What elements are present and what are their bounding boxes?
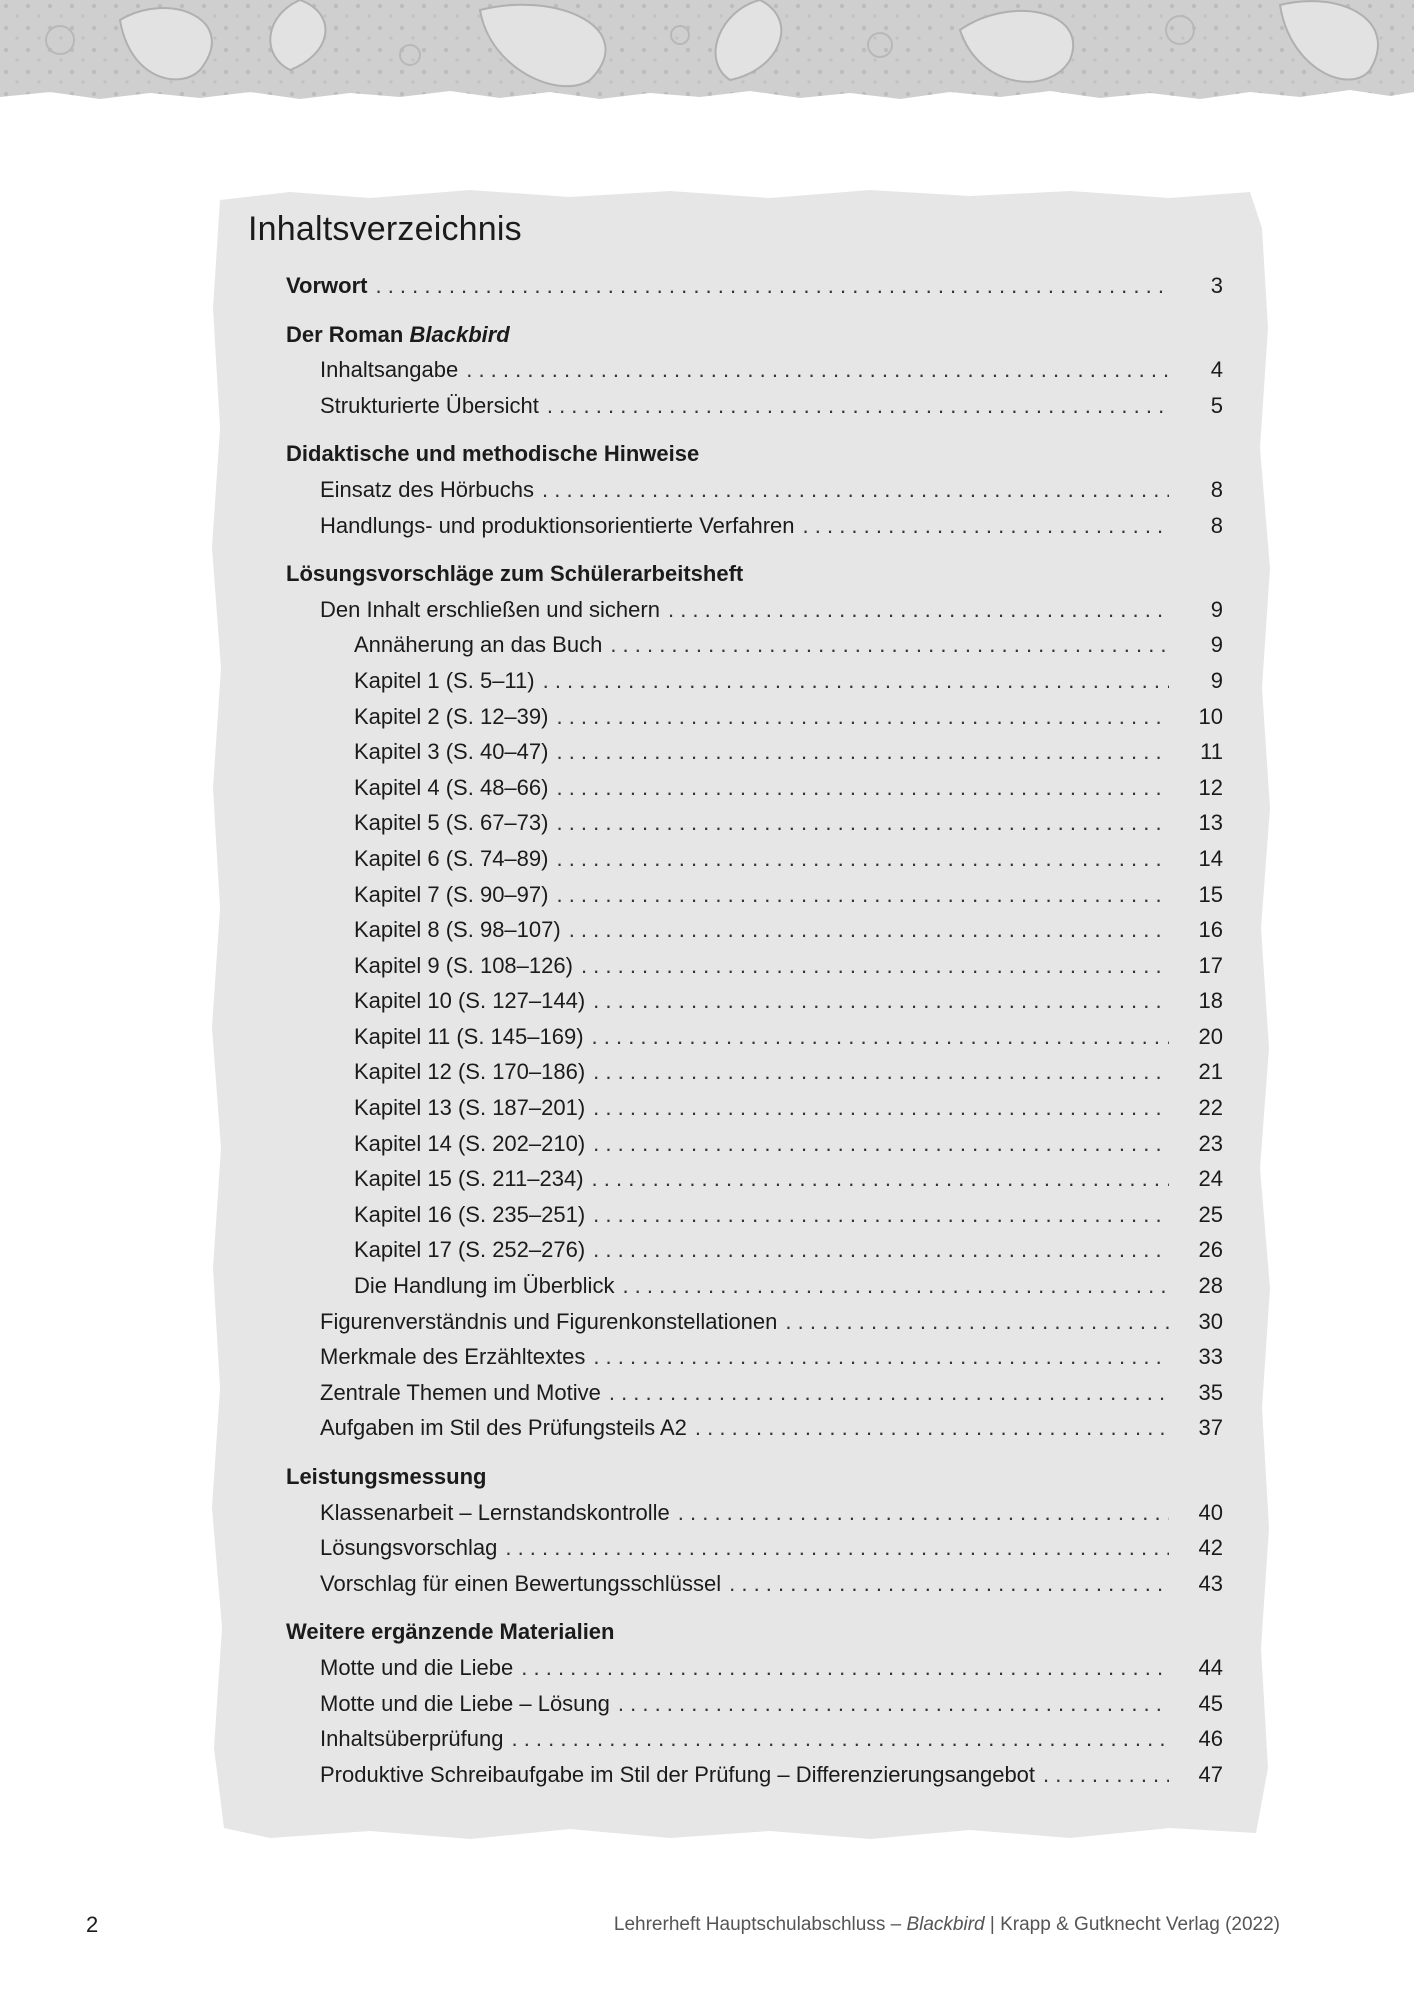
toc-entry-label: Figurenverständnis und Figurenkonstellationen xyxy=(320,1308,778,1334)
toc-entry-label: Kapitel 3 (S. 40–47) xyxy=(354,739,549,765)
toc-entry-page: 35 xyxy=(1198,1379,1223,1405)
toc-entry-page: 28 xyxy=(1198,1273,1223,1299)
toc-section-heading-text: Didaktische und methodische Hinweise xyxy=(286,441,700,467)
toc-entry-label: Die Handlung im Überblick xyxy=(354,1273,615,1299)
toc-entry[interactable] xyxy=(354,983,1223,1019)
toc-entry[interactable] xyxy=(320,352,1223,388)
dot-leader xyxy=(695,1410,1169,1446)
toc-entry-label: Den Inhalt erschließen und sichern xyxy=(320,596,660,622)
toc-entry-label: Annäherung an das Buch xyxy=(354,632,603,658)
dot-leader xyxy=(556,841,1169,877)
toc-entry-label: Kapitel 8 (S. 98–107) xyxy=(354,917,561,943)
toc-entry-label: Kapitel 10 (S. 127–144) xyxy=(354,988,586,1014)
toc-entry-page: 24 xyxy=(1198,1166,1223,1192)
dot-leader xyxy=(375,268,1169,304)
toc-entry-label: Handlungs- und produktionsorientierte Verfahren xyxy=(320,512,795,538)
toc-entry-label: Kapitel 11 (S. 145–169) xyxy=(354,1023,584,1049)
toc-entry-label: Lösungsvorschlag xyxy=(320,1535,498,1561)
footer-citation-prefix: Lehrerheft Hauptschulabschluss – xyxy=(613,1914,907,1935)
toc-section-heading xyxy=(286,1614,1223,1650)
toc-entry-vorwort[interactable] xyxy=(286,268,1223,304)
toc-entry[interactable] xyxy=(354,1126,1223,1162)
toc-entry[interactable] xyxy=(320,592,1223,628)
dot-leader xyxy=(569,912,1169,948)
toc-section-heading xyxy=(286,556,1223,592)
toc-section-heading-title: Blackbird xyxy=(409,321,510,347)
toc-entry[interactable] xyxy=(320,1339,1223,1375)
toc-entry-label: Kapitel 9 (S. 108–126) xyxy=(354,952,573,978)
toc-entry-page: 9 xyxy=(1210,596,1223,622)
toc-section-heading xyxy=(286,1459,1223,1495)
dot-leader xyxy=(618,1686,1169,1722)
dot-leader xyxy=(622,1268,1169,1304)
toc-entry[interactable] xyxy=(354,805,1223,841)
toc-entry-page: 47 xyxy=(1198,1761,1223,1787)
toc-entry-page: 26 xyxy=(1198,1237,1223,1263)
toc-entry-label: Inhaltsüberprüfung xyxy=(320,1726,504,1752)
footer-citation-suffix: | Krapp & Gutknecht Verlag (2022) xyxy=(984,1914,1280,1935)
toc-entry-page: 23 xyxy=(1198,1130,1223,1156)
toc-entry-label: Strukturierte Übersicht xyxy=(320,392,539,418)
toc-entry[interactable] xyxy=(354,912,1223,948)
toc-entry[interactable] xyxy=(320,388,1223,424)
toc-entry[interactable] xyxy=(320,1686,1223,1722)
toc-entry-label: Aufgaben im Stil des Prüfungsteils A2 xyxy=(320,1415,687,1441)
dot-leader xyxy=(803,508,1169,544)
toc-entry-page: 10 xyxy=(1198,703,1223,729)
toc-section-heading xyxy=(286,436,1223,472)
toc-entry-label: Vorwort xyxy=(286,273,368,298)
toc-entry[interactable] xyxy=(320,1757,1223,1793)
toc-section-heading-text: Lösungsvorschläge zum Schülerarbeitsheft xyxy=(286,561,744,587)
dot-leader xyxy=(521,1650,1169,1686)
dot-leader xyxy=(593,1090,1169,1126)
toc-entry-page: 40 xyxy=(1198,1499,1223,1525)
toc-entry[interactable] xyxy=(354,948,1223,984)
dot-leader xyxy=(729,1566,1169,1602)
toc-entry[interactable] xyxy=(354,877,1223,913)
table-of-contents xyxy=(248,204,1223,1792)
toc-entry-page: 8 xyxy=(1210,512,1223,538)
toc-entry[interactable] xyxy=(354,734,1223,770)
toc-entry[interactable] xyxy=(354,1268,1223,1304)
toc-entry[interactable] xyxy=(354,1197,1223,1233)
toc-entry-page: 9 xyxy=(1210,632,1223,658)
footer-citation xyxy=(614,1914,1280,1936)
toc-section-heading xyxy=(286,317,1223,353)
toc-entry-page: 9 xyxy=(1210,667,1223,693)
toc-entry[interactable] xyxy=(320,1721,1223,1757)
toc-entry-label: Kapitel 16 (S. 235–251) xyxy=(354,1201,586,1227)
toc-entry-page: 44 xyxy=(1198,1654,1223,1680)
toc-entry-page: 15 xyxy=(1198,881,1223,907)
toc-entry[interactable] xyxy=(354,1019,1223,1055)
toc-entry[interactable] xyxy=(354,663,1223,699)
toc-entry-page: 45 xyxy=(1198,1690,1223,1716)
toc-entry-page: 42 xyxy=(1198,1535,1223,1561)
paisley-banner-image xyxy=(0,0,1414,110)
dot-leader xyxy=(668,592,1169,628)
toc-section-heading-text: Der Roman xyxy=(286,321,410,347)
dot-leader xyxy=(678,1495,1169,1531)
toc-sections xyxy=(248,317,1223,1793)
dot-leader xyxy=(610,627,1169,663)
toc-entry-page: 21 xyxy=(1198,1059,1223,1085)
dot-leader xyxy=(1043,1757,1169,1793)
toc-entry-page: 46 xyxy=(1198,1726,1223,1752)
toc-entry-page: 12 xyxy=(1198,774,1223,800)
toc-entry-label: Kapitel 7 (S. 90–97) xyxy=(354,881,549,907)
toc-entry-page: 37 xyxy=(1198,1415,1223,1441)
dot-leader xyxy=(581,948,1169,984)
toc-entry-label: Kapitel 14 (S. 202–210) xyxy=(354,1130,586,1156)
toc-entry[interactable] xyxy=(354,1232,1223,1268)
toc-entry[interactable] xyxy=(354,841,1223,877)
dot-leader xyxy=(593,1054,1169,1090)
toc-entry-label: Motte und die Liebe xyxy=(320,1654,514,1680)
toc-entry[interactable] xyxy=(320,1650,1223,1686)
toc-entry[interactable] xyxy=(354,770,1223,806)
dot-leader xyxy=(556,877,1169,913)
toc-entry-page: 17 xyxy=(1198,952,1223,978)
toc-entry-label: Kapitel 1 (S. 5–11) xyxy=(354,667,535,693)
toc-entry-label: Produktive Schreibaufgabe im Stil der Prüfung – Differenzierungsangebot xyxy=(320,1761,1036,1787)
toc-entry-label: Vorschlag für einen Bewertungsschlüssel xyxy=(320,1570,722,1596)
toc-entry-label: Inhaltsangabe xyxy=(320,357,459,383)
toc-entry[interactable] xyxy=(320,472,1223,508)
dot-leader xyxy=(592,1019,1169,1055)
toc-section-heading-text: Leistungsmessung xyxy=(286,1464,487,1489)
toc-entry[interactable] xyxy=(320,1304,1223,1340)
toc-entry-page: 8 xyxy=(1210,476,1223,502)
dot-leader xyxy=(593,983,1169,1019)
toc-entry-label: Einsatz des Hörbuchs xyxy=(320,476,534,502)
toc-entry-label: Kapitel 4 (S. 48–66) xyxy=(354,774,549,800)
toc-entry[interactable] xyxy=(320,1530,1223,1566)
dot-leader xyxy=(592,1161,1169,1197)
toc-entry-label: Zentrale Themen und Motive xyxy=(320,1379,601,1405)
dot-leader xyxy=(593,1232,1169,1268)
toc-entry-page: 16 xyxy=(1198,917,1223,943)
toc-entry[interactable] xyxy=(354,699,1223,735)
dot-leader xyxy=(593,1126,1169,1162)
toc-entry-page: 14 xyxy=(1198,845,1223,871)
toc-entry-page: 22 xyxy=(1198,1095,1223,1121)
toc-entry[interactable] xyxy=(320,1495,1223,1531)
dot-leader xyxy=(593,1339,1169,1375)
toc-entry-page: 13 xyxy=(1198,810,1223,836)
dot-leader xyxy=(556,699,1169,735)
toc-entry[interactable] xyxy=(354,1054,1223,1090)
toc-entry-label: Kapitel 5 (S. 67–73) xyxy=(354,810,549,836)
dot-leader xyxy=(542,472,1169,508)
dot-leader xyxy=(556,805,1169,841)
footer-citation-title: Blackbird xyxy=(906,1914,985,1935)
toc-entry[interactable] xyxy=(320,1375,1223,1411)
toc-entry-page: 5 xyxy=(1210,392,1223,418)
toc-entry[interactable] xyxy=(354,1090,1223,1126)
dot-leader xyxy=(556,770,1169,806)
toc-section-heading-text: Weitere ergänzende Materialien xyxy=(286,1619,615,1645)
toc-entry-label: Kapitel 2 (S. 12–39) xyxy=(354,703,549,729)
toc-title: Inhaltsverzeichnis xyxy=(248,210,522,248)
toc-entry-page: 43 xyxy=(1198,1570,1223,1596)
toc-entry[interactable] xyxy=(354,627,1223,663)
dot-leader xyxy=(547,388,1169,424)
toc-entry-label: Kapitel 6 (S. 74–89) xyxy=(354,845,549,871)
toc-entry[interactable] xyxy=(320,508,1223,544)
toc-entry[interactable] xyxy=(320,1566,1223,1602)
toc-entry-page: 33 xyxy=(1198,1344,1223,1370)
toc-entry-page: 3 xyxy=(1210,273,1223,298)
dot-leader xyxy=(511,1721,1169,1757)
toc-entry-label: Kapitel 15 (S. 211–234) xyxy=(354,1166,584,1192)
dot-leader xyxy=(785,1304,1169,1340)
toc-entry[interactable] xyxy=(354,1161,1223,1197)
toc-entry-label: Motte und die Liebe – Lösung xyxy=(320,1690,610,1716)
toc-entry-label: Klassenarbeit – Lernstandskontrolle xyxy=(320,1499,670,1525)
toc-entry-page: 20 xyxy=(1198,1023,1223,1049)
dot-leader xyxy=(505,1530,1169,1566)
toc-entry-label: Kapitel 17 (S. 252–276) xyxy=(354,1237,586,1263)
toc-entry-label: Kapitel 12 (S. 170–186) xyxy=(354,1059,586,1085)
page-number: 2 xyxy=(86,1912,99,1937)
toc-entry-page: 18 xyxy=(1198,988,1223,1014)
dot-leader xyxy=(543,663,1169,699)
dot-leader xyxy=(466,352,1169,388)
dot-leader xyxy=(556,734,1169,770)
toc-entry[interactable] xyxy=(320,1410,1223,1446)
toc-entry-label: Kapitel 13 (S. 187–201) xyxy=(354,1095,586,1121)
toc-entry-page: 11 xyxy=(1200,739,1223,765)
toc-entry-page: 25 xyxy=(1198,1201,1223,1227)
toc-entry-page: 4 xyxy=(1210,357,1223,383)
dot-leader xyxy=(609,1375,1169,1411)
toc-entry-label: Merkmale des Erzähltextes xyxy=(320,1344,586,1370)
toc-entry-page: 30 xyxy=(1198,1308,1223,1334)
dot-leader xyxy=(593,1197,1169,1233)
